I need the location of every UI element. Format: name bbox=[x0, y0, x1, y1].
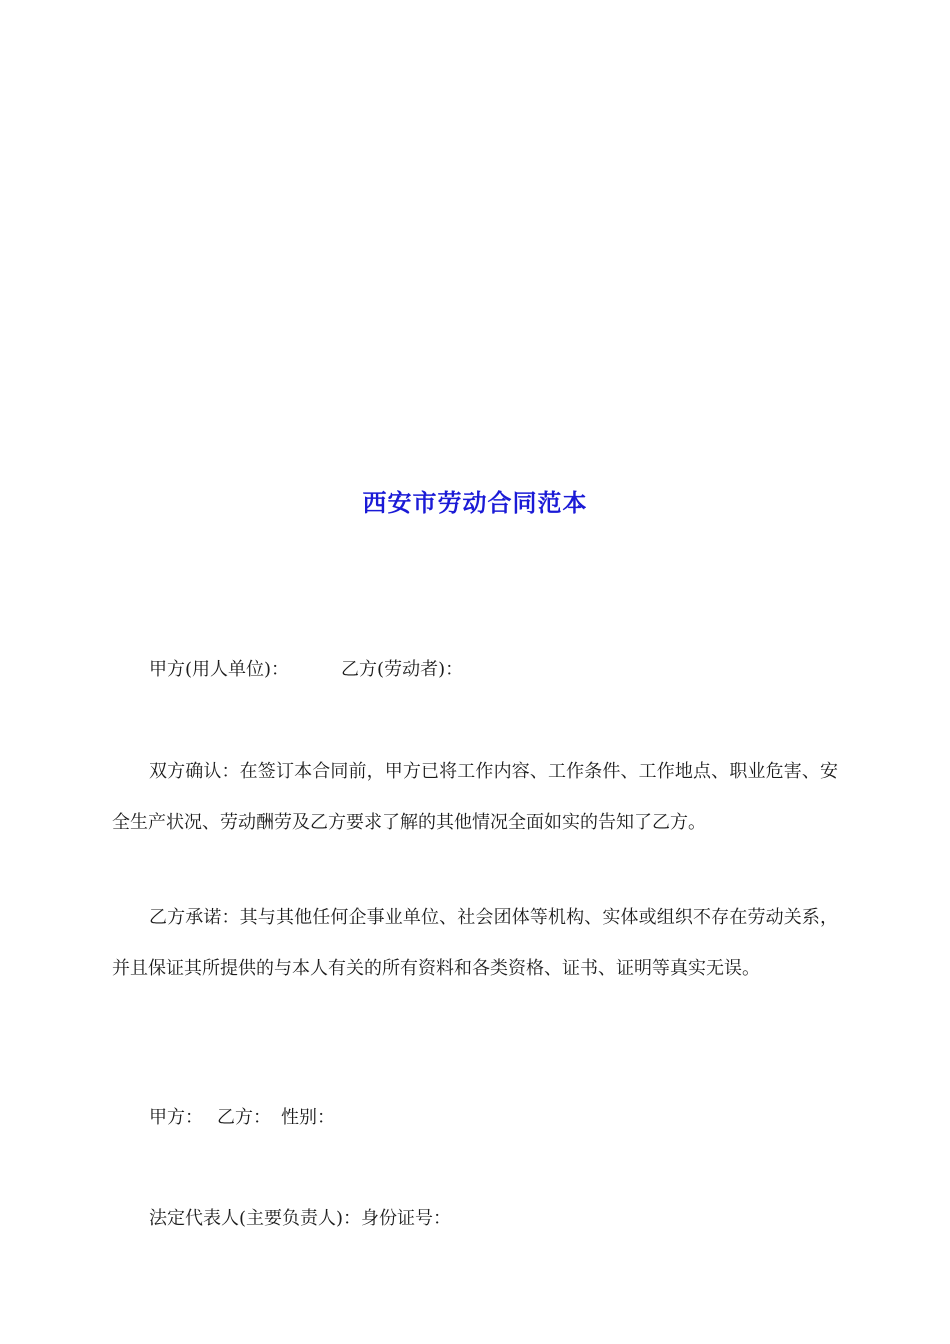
gender-label: 性别： bbox=[281, 1107, 335, 1128]
representative-line bbox=[112, 1193, 838, 1244]
party-b-name-label: 乙方： bbox=[217, 1107, 271, 1128]
promise-paragraph: 乙方承诺：其与其他任何企事业单位、社会团体等机构、实体或组织不存在劳动关系，并且保证其所提供的与本人有关的所有资料和各类资格、证书、证明等真实无误。 bbox=[112, 907, 838, 979]
parties-line bbox=[112, 644, 838, 695]
names-line bbox=[112, 1092, 838, 1143]
legal-rep-label: 法定代表人(主要负责人)： bbox=[149, 1208, 362, 1229]
confirm-paragraph: 双方确认：在签订本合同前，甲方已将工作内容、工作条件、工作地点、职业危害、安全生产状况、劳动酬劳及乙方要求了解的其他情况全面如实的告知了乙方。 bbox=[112, 761, 838, 833]
party-a-name-label: 甲方： bbox=[149, 1107, 203, 1128]
party-b-label: 乙方(劳动者)： bbox=[341, 659, 464, 680]
id-number-label: 身份证号： bbox=[361, 1208, 452, 1229]
document-title: 西安市劳动合同范本 bbox=[362, 488, 588, 517]
party-a-label: 甲方(用人单位)： bbox=[149, 659, 290, 680]
